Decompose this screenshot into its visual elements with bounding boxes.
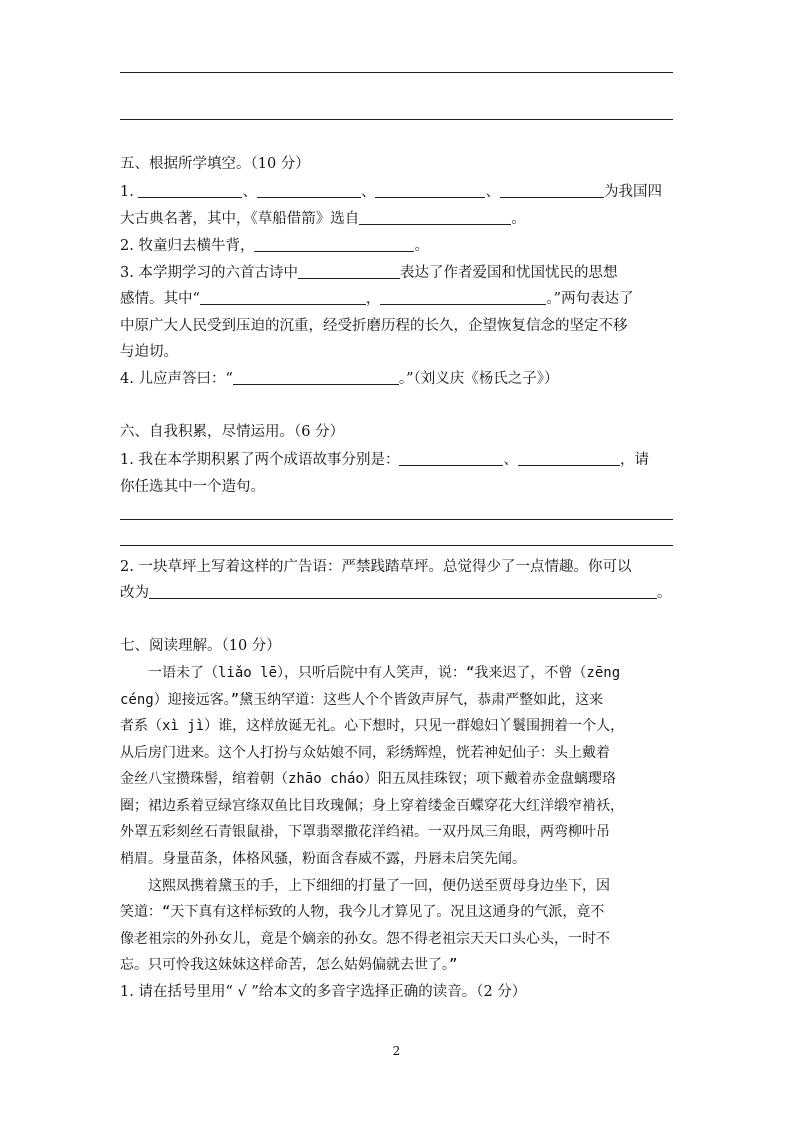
fill-blank[interactable] [298,264,400,279]
question-text: 3. 本学期学习的六首古诗中 [120,265,298,281]
passage-line: 这熙凤携着黛玉的手，上下细细的打量了一回，便仍送至贾母身边坐下，因 [120,878,610,894]
answer-line[interactable] [120,545,673,546]
punctuation: 。 [657,585,672,601]
passage-line: 从后房门进来。这个人打扮与众姑娘不同，彩绣辉煌，恍若神妃仙子：头上戴着 [120,745,610,761]
question-text: 大古典名著，其中，《草船借箭》选自 [120,211,360,227]
question-number: 1. [120,184,134,200]
fill-blank[interactable] [200,290,366,305]
passage-line: 笑道：“天下真有这样标致的人物，我今儿才算见了。况且这通身的气派，竟不 [120,904,605,920]
passage-line: 像老祖宗的外孙女儿，竟是个嫡亲的孙女。怨不得老祖宗天天口头心头，一时不 [120,931,610,947]
punctuation: 。 [414,238,429,254]
passage-line: 忘。只可怜我这妹妹这样命苦，怎么姑妈偏就去世了。” [120,957,458,973]
question-7-1: 1. 请在括号里用“ √ ”给本文的多音字选择正确的读音。（2 分） [120,984,527,1000]
fill-blank[interactable] [500,183,604,198]
question-text: 你任选其中一个造句。 [120,479,265,495]
separator: 、 [242,184,257,200]
question-text: ，请 [619,452,649,468]
question-text: 。”（刘义庆《杨氏之子》） [398,371,559,387]
passage-line: 一语未了（liǎo lē），只听后院中有人笑声，说：“我来迟了，不曾（zēng [120,665,621,681]
question-text: 表达了作者爱国和忧国忧民的思想 [399,265,618,281]
passage-line: 金丝八宝攒珠髻，绾着朝（zhāo cháo）阳五凤挂珠钗；项下戴着赤金盘螭璎珞 [120,771,616,787]
punctuation: ， [365,291,381,307]
section-heading: 六、自我积累，尽情运用。（6 分） [120,424,345,440]
question-6-1 [120,450,675,470]
separator: 、 [360,184,376,200]
answer-line[interactable] [120,519,673,520]
question-text: 2. 牧童归去横牛背， [120,238,255,254]
fill-blank[interactable] [138,183,242,198]
separator: 、 [503,452,518,468]
question-text: 。”两句表达了 [546,291,634,307]
question-text: 改为 [120,585,149,601]
fill-blank[interactable] [254,237,414,252]
question-text: 感情。其中“ [120,291,200,307]
passage-line: céng）迎接远客。”黛玉纳罕道：这些人个个皆敛声屏气，恭肃严整如此，这来 [120,692,604,708]
question-5-1 [120,182,675,202]
fill-blank[interactable] [359,210,511,225]
question-text: 与迫切。 [120,344,178,360]
section-heading: 五、根据所学填空。（10 分） [120,156,310,172]
fill-blank[interactable] [257,183,361,198]
fill-blank[interactable] [380,290,546,305]
question-text: 为我国四 [603,184,662,200]
fill-blank[interactable] [233,370,399,385]
question-5-3-cont [120,289,675,309]
passage-line: 梢眉。身量苗条，体格风骚，粉面含春威不露，丹唇未启笑先闻。 [120,851,526,867]
fill-blank[interactable] [399,451,503,466]
question-text: 4. 儿应声答曰：“ [120,371,233,387]
passage-line: 圈；裙边系着豆绿宫绦双鱼比目玫瑰佩；身上穿着缕金百蝶穿花大红洋缎窄褃袄， [120,798,624,814]
question-5-2 [120,236,675,256]
question-6-2-cont [120,583,675,603]
question-5-4 [120,369,675,389]
answer-line [120,72,673,73]
question-5-3 [120,263,675,283]
fill-blank[interactable] [518,451,620,466]
fill-blank[interactable] [149,584,657,599]
separator: 、 [485,184,500,200]
passage-line: 者系（xì jì）谁，这样放诞无礼。心下想时，只见一群媳妇丫鬟围拥着一个人， [120,718,625,734]
question-text: 中原广大人民受到压迫的沉重，经受折磨历程的长久，企望恢复信念的坚定不移 [120,318,628,334]
answer-line [120,119,673,120]
question-6-2: 2. 一块草坪上写着这样的广告语：严禁践踏草坪。总觉得少了一点情趣。你可以 [120,559,632,575]
question-5-1-cont [120,209,675,229]
passage-line: 外罩五彩刻丝石青银鼠褂，下罩翡翠撒花洋绉裙。一双丹凤三角眼，两弯柳叶吊 [120,824,610,840]
question-text: 1. 我在本学期积累了两个成语故事分别是： [120,452,400,468]
page-number: 2 [392,1044,401,1058]
punctuation: 。 [511,211,526,227]
section-heading: 七、阅读理解。（10 分） [120,638,281,654]
fill-blank[interactable] [375,183,485,198]
